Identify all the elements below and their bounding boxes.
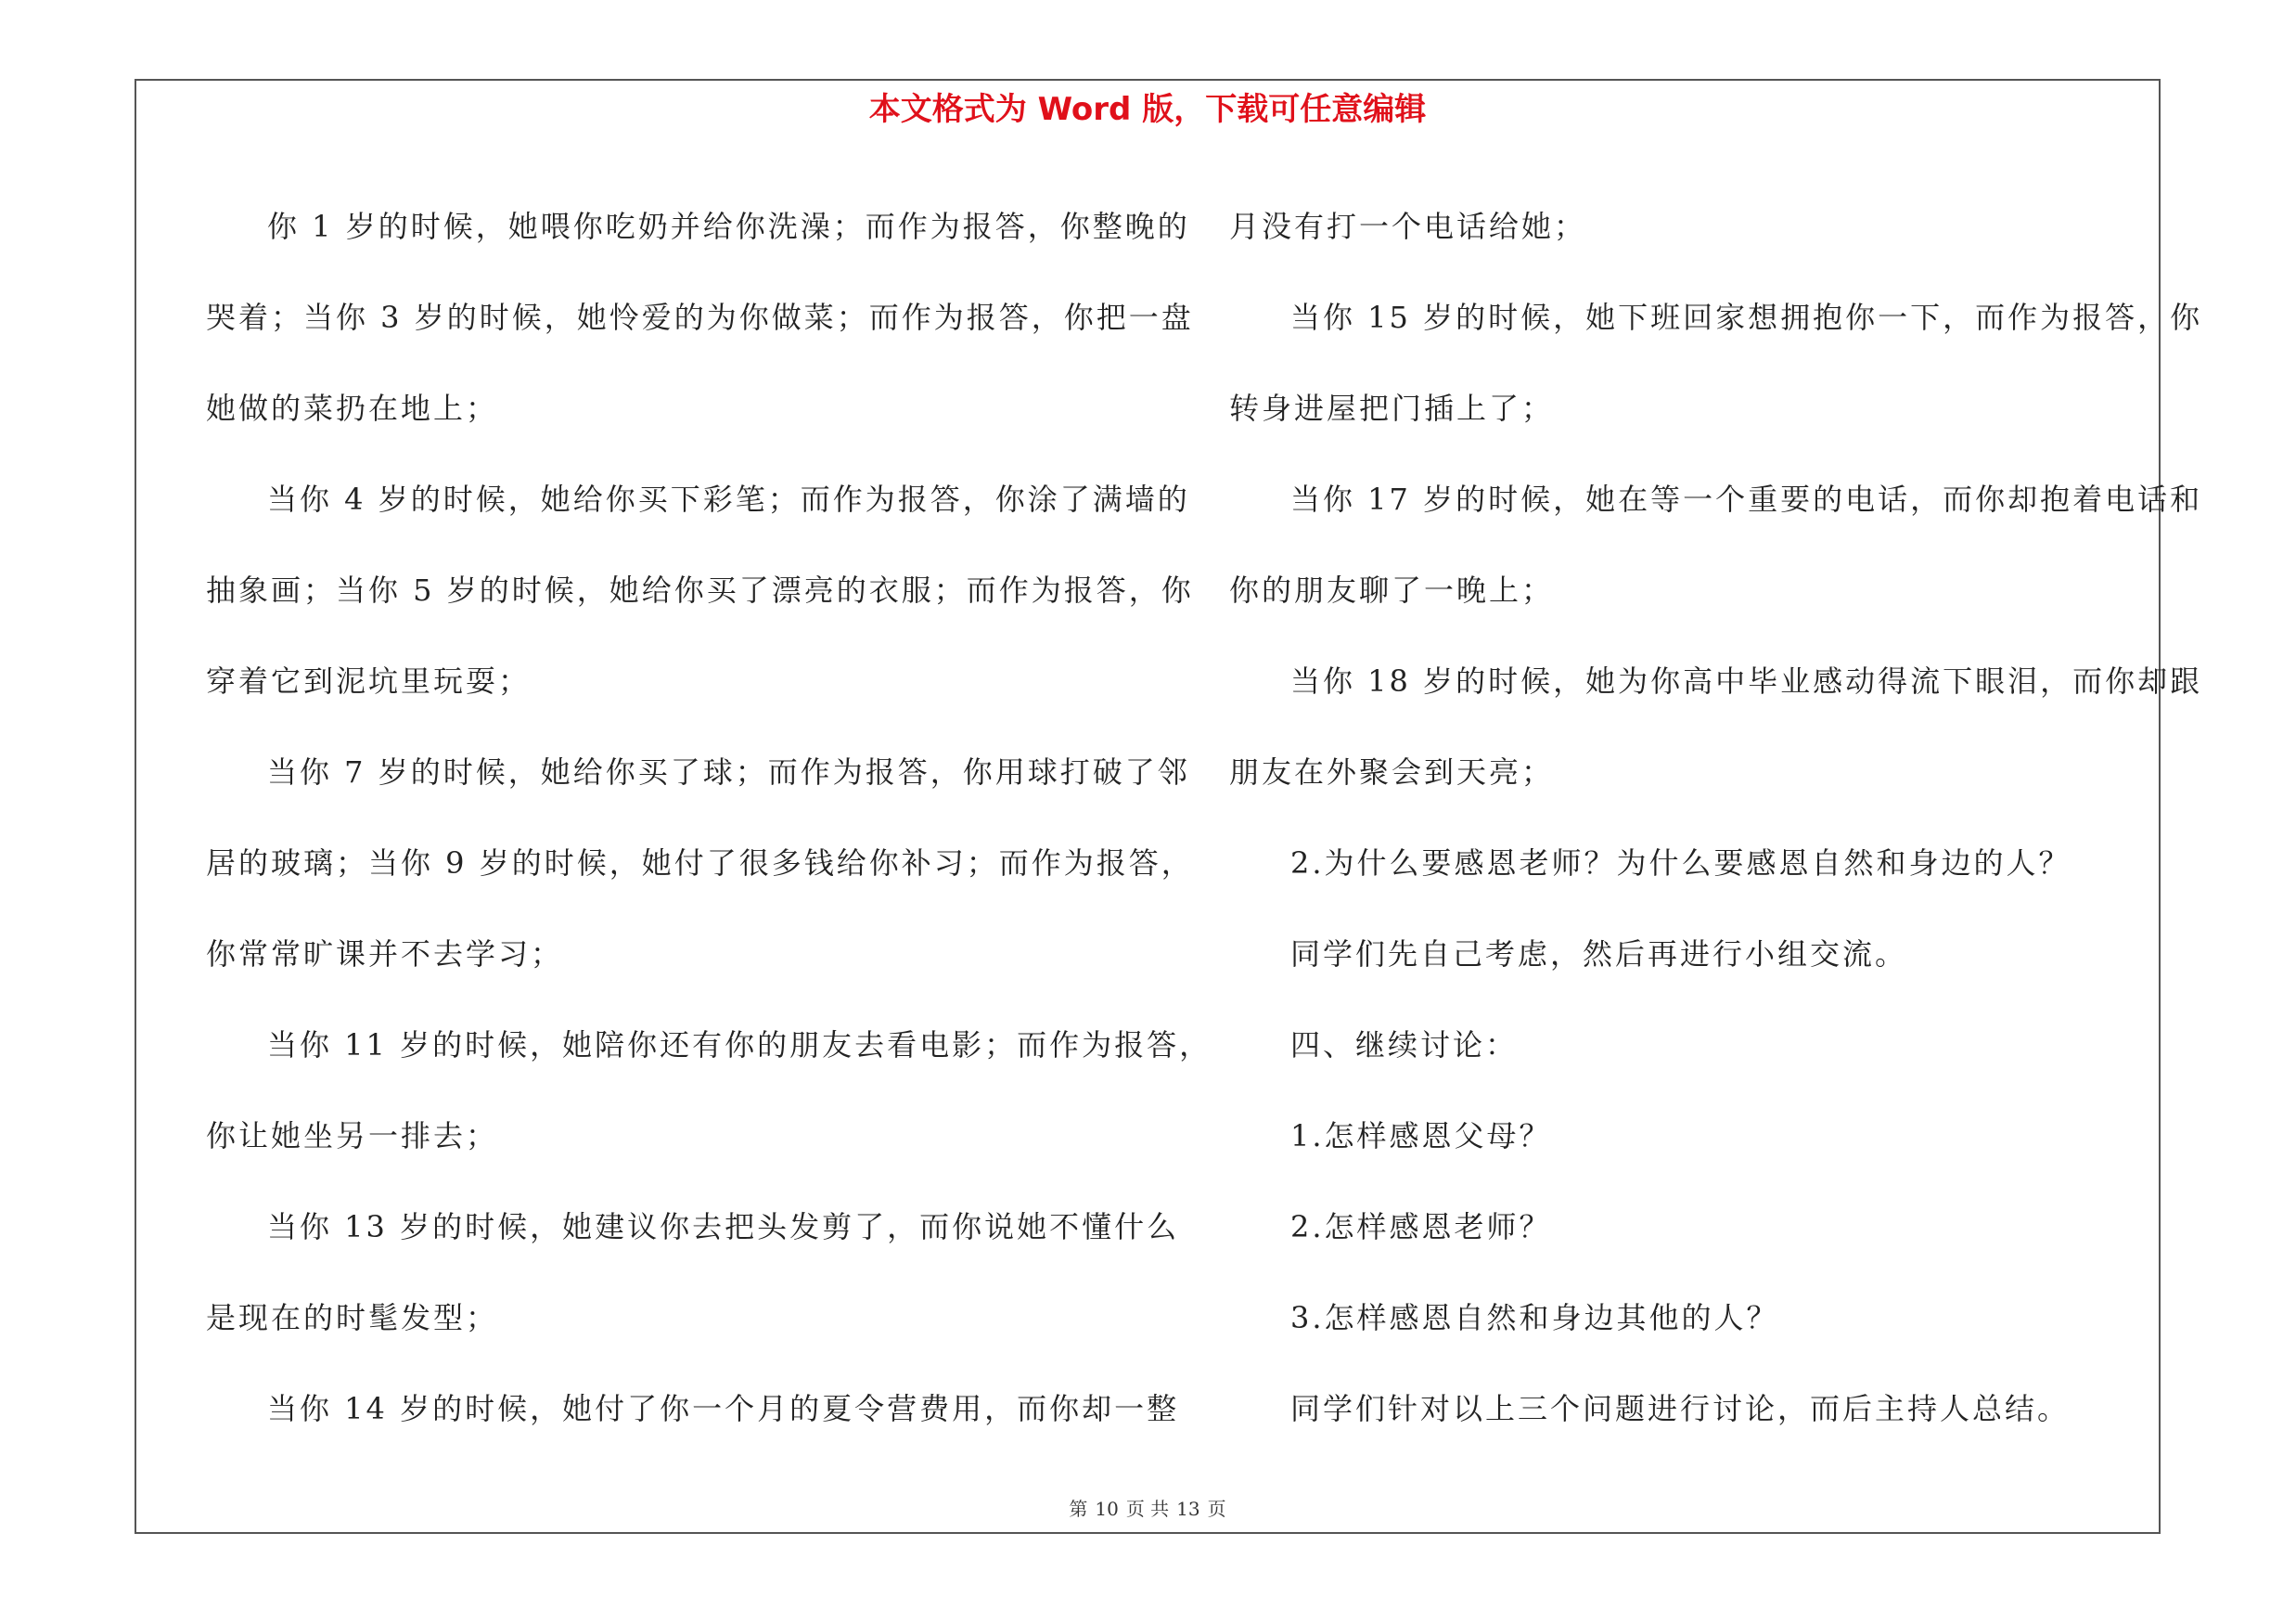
paragraph-line: 当你 7 岁的时候，她给你买了球；而作为报答，你用球打破了邻 bbox=[267, 754, 1190, 790]
page-footer bbox=[135, 1494, 2161, 1521]
left-column bbox=[206, 181, 1212, 1454]
paragraph-line: 当你 17 岁的时候，她在等一个重要的电话，而你却抱着电话和 bbox=[1290, 482, 2203, 517]
question-line: 2.怎样感恩老师？ bbox=[1290, 1209, 1552, 1244]
paragraph-line: 当你 18 岁的时候，她为你高中毕业感动得流下眼泪，而你却跟 bbox=[1290, 663, 2203, 699]
paragraph-line: 朋友在外聚会到天亮； bbox=[1229, 754, 1555, 790]
paragraph-line: 当你 11 岁的时候，她陪你还有你的朋友去看电影；而作为报答， bbox=[267, 1027, 1212, 1063]
footer-total-pages: 13 bbox=[1176, 1498, 1200, 1520]
paragraph-line: 当你 14 岁的时候，她付了你一个月的夏令营费用，而你却一整 bbox=[267, 1391, 1180, 1426]
question-line: 3.怎样感恩自然和身边其他的人？ bbox=[1290, 1300, 1779, 1335]
paragraph-line: 当你 15 岁的时候，她下班回家想拥抱你一下，而作为报答，你 bbox=[1290, 300, 2203, 335]
paragraph-line: 转身进屋把门插上了； bbox=[1229, 391, 1555, 426]
paragraph-line: 你的朋友聊了一晚上； bbox=[1229, 573, 1555, 608]
paragraph-line: 当你 13 岁的时候，她建议你去把头发剪了，而你说她不懂什么 bbox=[267, 1209, 1180, 1244]
paragraph-line: 你 1 岁的时候，她喂你吃奶并给你洗澡；而作为报答，你整晚的 bbox=[267, 209, 1190, 244]
paragraph-line: 哭着；当你 3 岁的时候，她怜爱的为你做菜；而作为报答，你把一盘 bbox=[206, 300, 1194, 335]
question-line: 1.怎样感恩父母？ bbox=[1290, 1118, 1552, 1153]
question-line: 2.为什么要感恩老师？为什么要感恩自然和身边的人？ bbox=[1290, 845, 2072, 881]
footer-prefix: 第 bbox=[1069, 1498, 1088, 1520]
paragraph-line: 月没有打一个电话给她； bbox=[1229, 209, 1587, 244]
paragraph-line: 同学们针对以上三个问题进行讨论，而后主持人总结。 bbox=[1290, 1391, 2071, 1426]
paragraph-line: 当你 4 岁的时候，她给你买下彩笔；而作为报答，你涂了满墙的 bbox=[267, 482, 1190, 517]
footer-suffix: 页 bbox=[1207, 1498, 1226, 1520]
paragraph-line: 是现在的时髦发型； bbox=[206, 1300, 499, 1335]
footer-middle: 页 共 bbox=[1125, 1498, 1170, 1520]
format-banner: 本文格式为 Word 版，下载可任意编辑 bbox=[868, 91, 1427, 128]
section-heading: 四、继续讨论： bbox=[1290, 1027, 1519, 1063]
paragraph-line: 居的玻璃；当你 9 岁的时候，她付了很多钱给你补习；而作为报答， bbox=[206, 845, 1194, 881]
right-column bbox=[1229, 181, 2203, 1454]
paragraph-line: 你让她坐另一排去； bbox=[206, 1118, 499, 1153]
paragraph-line: 同学们先自己考虑，然后再进行小组交流。 bbox=[1290, 936, 1908, 972]
paragraph-line: 她做的菜扔在地上； bbox=[206, 391, 499, 426]
paragraph-line: 抽象画；当你 5 岁的时候，她给你买了漂亮的衣服；而作为报答，你 bbox=[206, 573, 1194, 608]
paragraph-line: 穿着它到泥坑里玩耍； bbox=[206, 663, 532, 699]
footer-page-number: 10 bbox=[1095, 1498, 1119, 1520]
paragraph-line: 你常常旷课并不去学习； bbox=[206, 936, 564, 972]
